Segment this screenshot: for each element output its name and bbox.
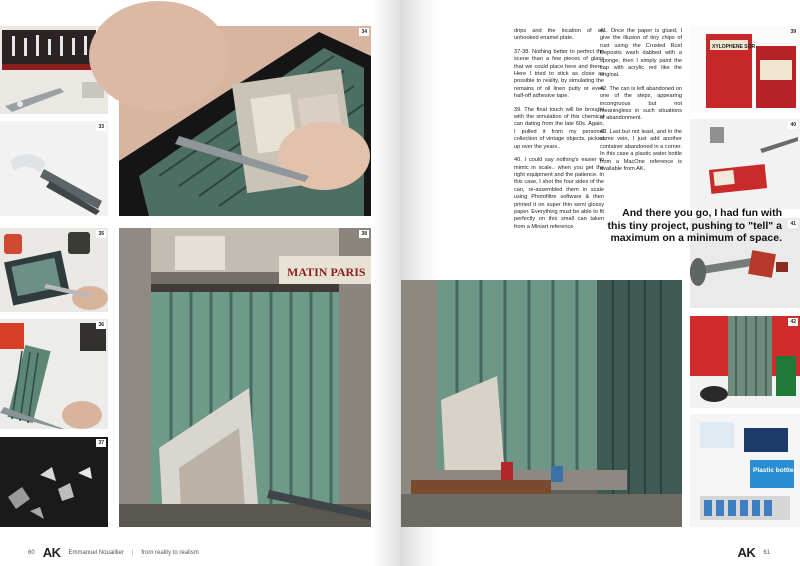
caption-36-cont: drips and the location of an unhooked enamel plate. (514, 28, 604, 42)
caption-39: 39. The final touch will be brought with the simulation of this chemical can dating from the late 60s. Again, I pulled it from my personal collection of vintage objects, picked up over the years.. (514, 106, 604, 150)
can-label: XYLOPHENE SOR (712, 44, 756, 50)
photo-36-image (0, 319, 108, 429)
caption-37-38: 37-38. Nothing better to perfect the scene than a few pieces of glass that we could place here and there. Here I tried to stick as close as possible to reality, by simulating the remains of oil linen putty or even half-off adhesive tape. (514, 48, 604, 100)
caption-40: 40. I could say nothing's easier to mimic in scale.. when you get the right equipment and the patience. In this case, I shot the four sides of the can, re-assembled them in scale using Photofiltre software & then printed it on super thin semi glossy paper. Everything must be able to fit perfectly on this small can taken from a Miniart reference. (514, 157, 604, 230)
footer-separator: | (131, 549, 134, 556)
photo-42 (690, 316, 800, 408)
photo-33 (0, 121, 108, 216)
caption-43: 43. Last but not least, and in the same vein, I just add another container abandoned in a corner. In this case a plastic water bottle from a MacOne reference is available from AK. (600, 128, 682, 172)
can-reference-image (690, 26, 800, 112)
closing-statement: And there you go, I had fun with this tiny project, pushing to "tell" a maximum on a minimum of space. (607, 207, 782, 244)
author-name: Emmanuel Nouaillier (68, 549, 124, 556)
photo-38 (119, 228, 371, 527)
right-footer (738, 545, 770, 560)
caption-41: 41. Once the paper is glued, I give the illusion of tiny chips of rust using the Crusted Rust Deposits wash dabbed with a sponge, then I simply paint the cap with acrylic red like the original. (600, 28, 682, 79)
matin-paris-sign: MATIN PARIS (287, 265, 366, 279)
page-number: 60 (28, 549, 35, 556)
gutter-shadow (372, 0, 400, 566)
photo-36 (0, 319, 108, 429)
photo-number: 38 (361, 231, 367, 237)
photo-number: 36 (98, 322, 104, 328)
photo-39 (401, 280, 682, 527)
photo-43-image (690, 414, 800, 527)
photo-number: 33 (98, 124, 104, 130)
plastic-bottles-label: Plastic bottles (753, 467, 798, 474)
photo-43 (690, 414, 800, 527)
text-column-2 (514, 28, 604, 237)
photo-34-image (119, 26, 371, 216)
photo-35 (0, 228, 108, 312)
photo-37-image (0, 437, 108, 527)
photo-can-reference (690, 26, 800, 112)
ak-logo: AK (42, 545, 61, 560)
photo-number: 34 (361, 29, 367, 35)
photo-number: 42 (790, 319, 796, 325)
ak-logo: AK (737, 545, 756, 560)
photo-number: 35 (98, 231, 104, 237)
right-page (400, 0, 800, 566)
left-footer (28, 545, 199, 560)
photo-42-image (690, 316, 800, 408)
photo-39-image (401, 280, 682, 527)
photo-35-image (0, 228, 108, 312)
photo-37 (0, 437, 108, 527)
caption-42: 42. The can is left abandoned on one of the steps, appearing incongruous but not meaningless in such situations of abandonment. (600, 85, 682, 122)
photo-number: 39 (790, 29, 796, 35)
photo-33-image (0, 121, 108, 216)
photo-34 (119, 26, 371, 216)
photo-38-image (119, 228, 371, 527)
photo-40 (690, 119, 800, 209)
photo-number: 37 (98, 440, 104, 446)
photo-number: 41 (790, 221, 796, 227)
photo-40-image (690, 119, 800, 209)
text-column-3 (600, 28, 682, 179)
article-subtitle: from reality to realism (141, 549, 199, 556)
page-number: 61 (763, 549, 770, 556)
photo-number: 40 (790, 122, 796, 128)
